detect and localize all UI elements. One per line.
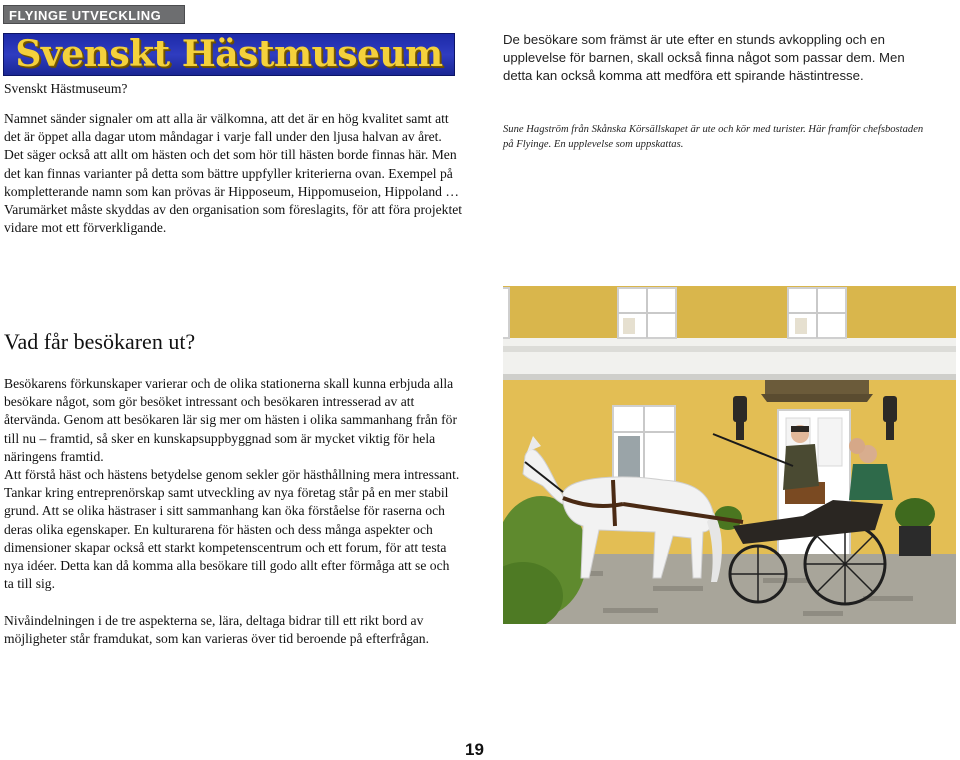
intro-text-block: [4, 110, 464, 237]
flyinge-utveckling-badge: FLYINGE UTVECKLING: [3, 5, 185, 24]
visitor-text-block: [4, 375, 462, 593]
photo-caption: Sune Hagström från Skånska Körsällskapet är ute och kör med turister. Här framför chefsbostaden på Flyinge. En upplevelse som uppskattas.: [503, 124, 924, 150]
section-heading: Vad får besökaren ut?: [4, 329, 196, 354]
paragraph: Varumärket måste skyddas av den organisation som föreslagits, för att föra projektet vidare mot ett förverkligande.: [4, 202, 463, 236]
paragraph: Nivåindelningen i de tre aspekterna se, lära, deltaga bidrar till ett rikt bord av möjligheter står framdukat, som kan varieras över tid beroende på efterfrågan.: [4, 613, 430, 647]
paragraph: Att förstå häst och hästens betydelse genom sekler gör hästhållning mera intressant. Tankar kring entreprenörskap samt utveckling av nya företag står på en mer stabil grund. Att se olika hästraser i sitt sammanhang kan öka förståelse för raserna och deras olika egenskaper. En kulturarena för hästen och dess många aspekter och dimensioner skapar också ett starkt kompetenscentrum och ett forum, för att testa nya idéer. Detta kan då komma alla besökare till godo allt efter förmåga att se och ta till sig.: [4, 467, 460, 592]
paragraph: Det säger också att allt om hästen och det som hör till hästen borde finnas här. Men det kan finnas varianter på detta som bättre uppfyller kriterierna ovan. Exempel på kompletterande namn som kan prövas är Hipposeum, Hippomuseion, Hippoland …: [4, 147, 459, 199]
right-intro-text: De besökare som främst är ute efter en stunds avkoppling och en upplevelse för barnen, skall också finna något som passar dem. Men detta kan också komma att medföra ett spirande hästintresse.: [503, 32, 905, 84]
banner-title: Svenskt Hästmuseum: [15, 33, 443, 75]
paragraph: Besökarens förkunskaper varierar och de olika stationerna skall kunna erbjuda alla besökare något, som gör besöket intressant och besökaren intresserad av att återvända. Genom att besökaren lär sig mer om hästen i olika sammanhang från för till nu – framtid, så sker en kunskapsuppbyggnad som är mycket viktig för hela näringens framtid.: [4, 376, 457, 464]
banner-caption: Svenskt Hästmuseum?: [4, 81, 128, 96]
page-number: 19: [465, 740, 484, 759]
museum-banner: [3, 33, 455, 76]
paragraph: Namnet sänder signaler om att alla är välkomna, att det är en hög kvalitet samt att det är öppet alla dagar utom måndagar i varje fall under den ljusa halvan av året.: [4, 111, 449, 145]
horse-carriage-photo: [503, 286, 956, 624]
